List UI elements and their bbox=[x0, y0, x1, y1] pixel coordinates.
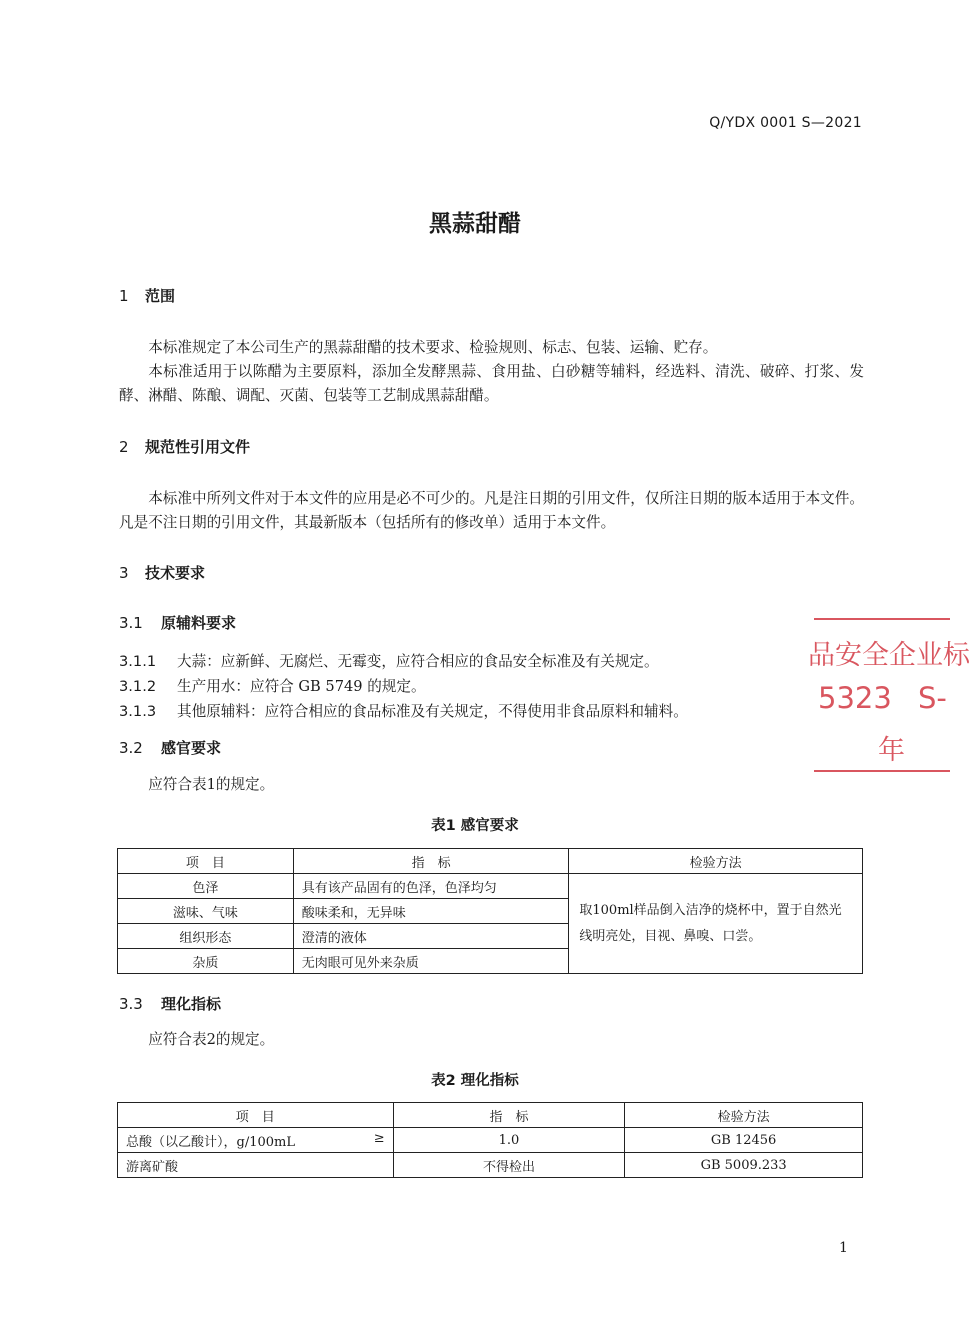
paragraph: 应符合表1的规定。 bbox=[148, 776, 275, 793]
section-number: 3.1 bbox=[119, 614, 143, 632]
table-cell: 滋味、气味 bbox=[118, 899, 294, 924]
table-cell: 杂质 bbox=[118, 949, 294, 974]
table-2-caption: 表2 理化指标 bbox=[431, 1073, 519, 1089]
table-header: 指 标 bbox=[293, 849, 569, 874]
section-number: 1 bbox=[119, 287, 129, 305]
section-1-body bbox=[119, 336, 864, 408]
section-title: 技术要求 bbox=[145, 564, 206, 582]
section-2-heading bbox=[119, 436, 250, 457]
section-3-heading bbox=[119, 562, 205, 583]
clause-number: 3.1.2 bbox=[119, 678, 157, 695]
table-cell: 无肉眼可见外来杂质 bbox=[293, 949, 569, 974]
table-1-caption: 表1 感官要求 bbox=[431, 818, 519, 834]
table-cell bbox=[118, 1153, 394, 1178]
section-3-2-heading bbox=[119, 737, 221, 758]
page-number: 1 bbox=[839, 1240, 848, 1256]
table-header: 项 目 bbox=[118, 849, 294, 874]
clause-3-1-2 bbox=[119, 675, 426, 696]
table-header: 指 标 bbox=[393, 1103, 625, 1128]
section-3-1-heading bbox=[119, 612, 236, 633]
item-name: 总酸（以乙酸计），g/100mL bbox=[126, 1134, 295, 1150]
paragraph: 应符合表2的规定。 bbox=[148, 1031, 275, 1048]
table-cell: GB 5009.233 bbox=[625, 1153, 863, 1178]
paragraph: 本标准适用于以陈醋为主要原料，添加全发酵黑蒜、食用盐、白砂糖等辅料，经选料、清洗、破碎、打浆、发酵、淋醋、陈酿、调配、灭菌、包装等工艺制成黑蒜甜醋。 bbox=[119, 363, 864, 404]
table-row bbox=[118, 1153, 863, 1178]
clause-text: 其他原辅料：应符合相应的食品标准及有关规定，不得使用非食品原料和辅料。 bbox=[177, 703, 688, 720]
table-cell: 澄清的液体 bbox=[293, 924, 569, 949]
paragraph: 本标准规定了本公司生产的黑蒜甜醋的技术要求、检验规则、标志、包装、运输、贮存。 bbox=[148, 339, 718, 356]
red-stamp bbox=[808, 613, 970, 773]
section-number: 3.3 bbox=[119, 995, 143, 1013]
table-row bbox=[118, 874, 863, 899]
item-name: 游离矿酸 bbox=[126, 1159, 179, 1175]
table-cell bbox=[118, 1128, 394, 1153]
table-cell: 组织形态 bbox=[118, 924, 294, 949]
clause-text: 生产用水：应符合 GB 5749 的规定。 bbox=[177, 678, 426, 695]
standard-code: Q/YDX 0001 S—2021 bbox=[709, 115, 862, 131]
clause-text: 大蒜：应新鲜、无腐烂、无霉变，应符合相应的食品安全标准及有关规定。 bbox=[177, 653, 659, 670]
table-cell: 具有该产品固有的色泽，色泽均匀 bbox=[293, 874, 569, 899]
document-title: 黑蒜甜醋 bbox=[429, 211, 521, 237]
section-number: 3.2 bbox=[119, 739, 143, 757]
section-title: 理化指标 bbox=[161, 995, 222, 1013]
operator: ≥ bbox=[373, 1130, 385, 1146]
stamp-text: 年 bbox=[878, 735, 905, 766]
table-cell: GB 12456 bbox=[625, 1128, 863, 1153]
clause-3-1-1 bbox=[119, 650, 659, 671]
stamp-border bbox=[814, 770, 950, 772]
clause-3-1-3 bbox=[119, 700, 688, 721]
section-number: 3 bbox=[119, 564, 129, 582]
table-cell: 不得检出 bbox=[393, 1153, 625, 1178]
paragraph: 本标准中所列文件对于本文件的应用是必不可少的。凡是注日期的引用文件，仅所注日期的版本适用于本文件。凡是不注日期的引用文件，其最新版本（包括所有的修改单）适用于本文件。 bbox=[119, 490, 864, 531]
section-title: 规范性引用文件 bbox=[145, 438, 251, 456]
table-cell-method: 取100ml样品倒入洁净的烧杯中，置于自然光线明亮处，目视、鼻嗅、口尝。 bbox=[569, 874, 863, 974]
section-2-body bbox=[119, 487, 864, 535]
clause-number: 3.1.3 bbox=[119, 703, 157, 720]
section-1-heading bbox=[119, 285, 175, 306]
table-header-row bbox=[118, 1103, 863, 1128]
table-1-sensory bbox=[117, 848, 863, 974]
clause-number: 3.1.1 bbox=[119, 653, 157, 670]
table-header: 项 目 bbox=[118, 1103, 394, 1128]
section-3-2-body bbox=[119, 773, 864, 797]
stamp-border bbox=[814, 618, 950, 620]
section-title: 感官要求 bbox=[161, 739, 222, 757]
stamp-text: 5323 bbox=[818, 681, 892, 715]
stamp-text: S- bbox=[918, 681, 947, 715]
table-header: 检验方法 bbox=[625, 1103, 863, 1128]
table-header-row bbox=[118, 849, 863, 874]
section-number: 2 bbox=[119, 438, 129, 456]
table-row bbox=[118, 1128, 863, 1153]
stamp-text: 品安全企业标 bbox=[808, 640, 970, 671]
table-header: 检验方法 bbox=[569, 849, 863, 874]
section-title: 范围 bbox=[145, 287, 176, 305]
table-cell: 酸味柔和，无异味 bbox=[293, 899, 569, 924]
section-title: 原辅料要求 bbox=[161, 614, 237, 632]
table-cell: 色泽 bbox=[118, 874, 294, 899]
table-2-physicochemical bbox=[117, 1102, 863, 1178]
table-cell: 1.0 bbox=[393, 1128, 625, 1153]
section-3-3-body bbox=[119, 1028, 864, 1052]
section-3-3-heading bbox=[119, 993, 221, 1014]
